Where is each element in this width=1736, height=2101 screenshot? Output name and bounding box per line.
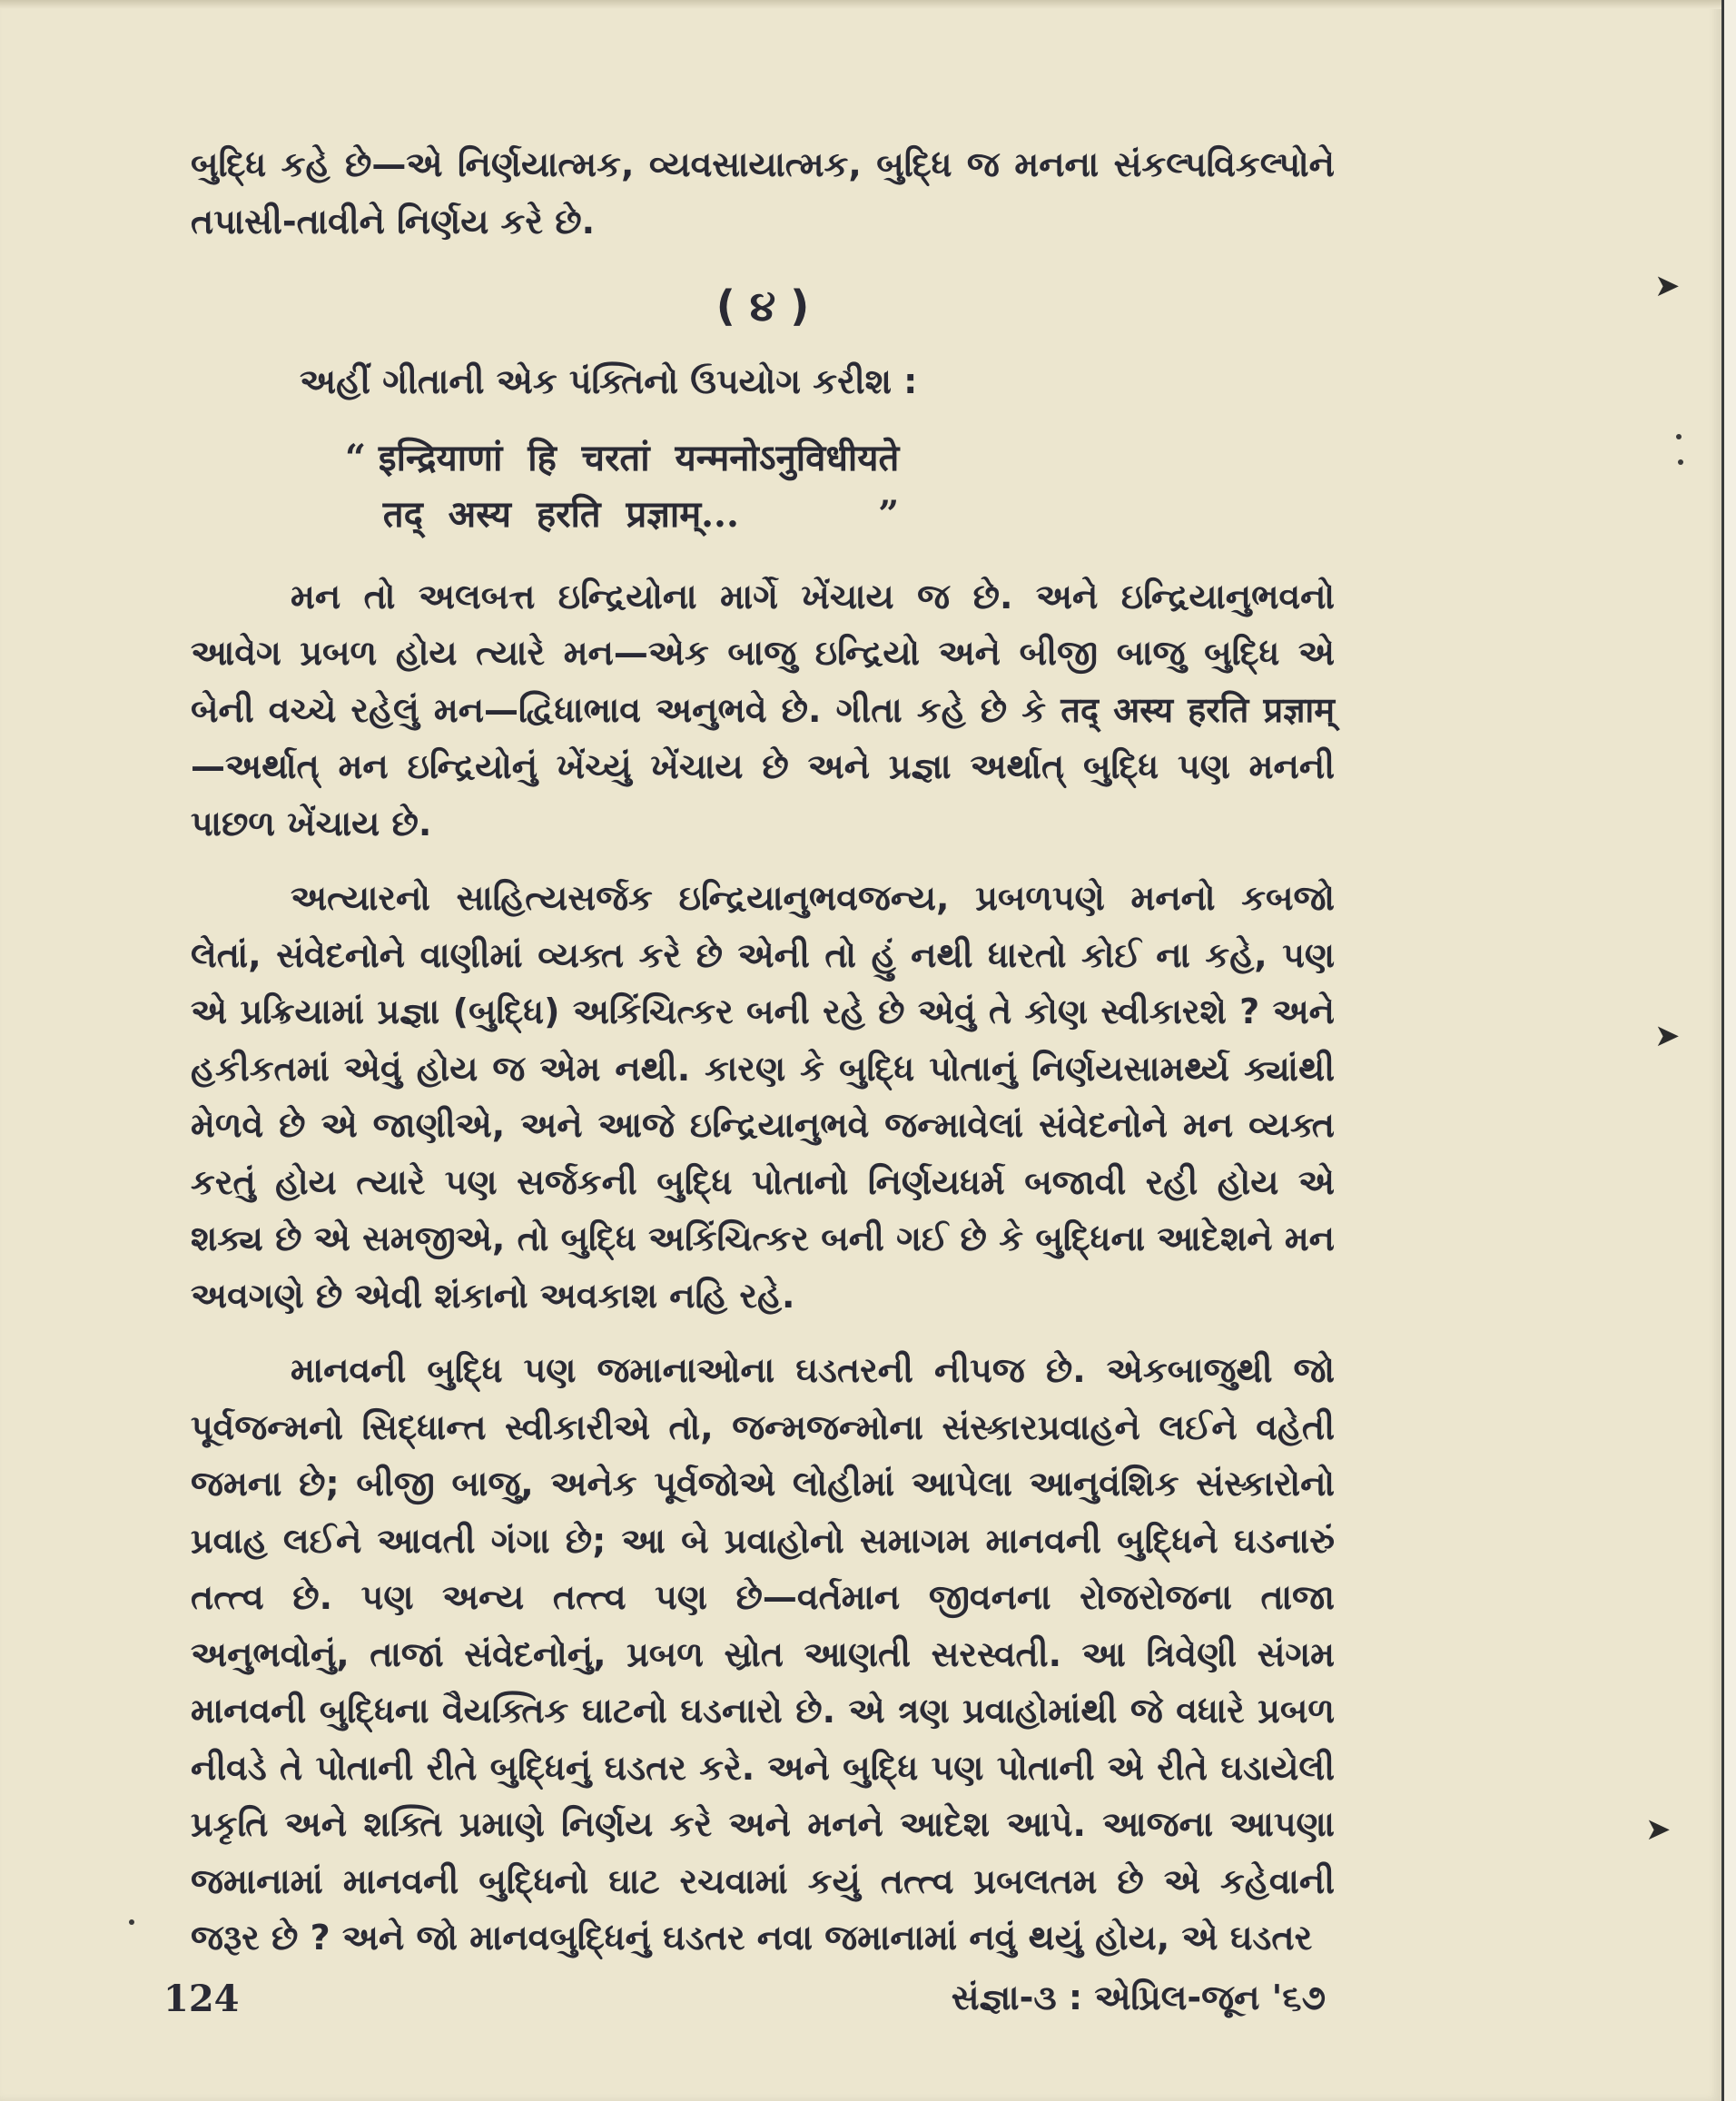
page-number: 124 (163, 1978, 240, 2020)
page-footer (163, 1978, 1326, 2020)
margin-speck (1678, 459, 1683, 465)
section-number: ( ૪ ) (715, 281, 810, 330)
quote-line-2: तद् अस्य हरति प्रज्ञाम्... ” (345, 492, 900, 536)
margin-speck (129, 1919, 134, 1925)
margin-mark: ➤ (1645, 1811, 1672, 1848)
paragraph: માનવની બુદ્ધિ પણ જમાનાઓના ઘડતરની નીપજ છે. એકબાજુથી જો પૂર્વજન્મનો સિદ્ધાન્ત સ્વીકારીએ તો, જન્મજન્મોના સંસ્કારપ્રવાહને લઈને વહેતી જમના છે; બીજી બાજુ, અનેક પૂર્વજોએ લોહીમાં આપેલા આનુવંશિક સંસ્કારોનો પ્રવાહ લઈને આવતી ગંગા છે; આ બે પ્રવાહોનો સમાગમ માનવની બુદ્ધિને ઘડનારું તત્ત્વ છે. પણ અન્ય તત્ત્વ પણ છે—વર્તમાન જીવનના રોજરોજના તાજા અનુભવોનું, તાજાં સંવેદનોનું, પ્રબળ સ્રોત આણતી સરસ્વતી. આ ત્રિવેણી સંગમ માનવની બુદ્ધિના વૈયક્તિક ઘાટનો ઘડનારો છે. એ ત્રણ પ્રવાહોમાંથી જે વધારે પ્રબળ નીવડે તે પોતાની રીતે બુદ્ધિનું ઘડતર કરે. અને બુદ્ધિ પણ પોતાની એ રીતે ઘડાયેલી પ્રકૃતિ અને શક્તિ પ્રમાણે નિર્ણય કરે અને મનને આદેશ આપે. આજના આપણા જમાનામાં માનવની બુદ્ધિનો ઘાટ રચવામાં કયું તત્ત્વ પ્રબલતમ છે એ કહેવાની જરૂર છે ? અને જો માનવબુદ્ધિનું ઘડતર નવા જમાનામાં નવું થયું હોય, એ ઘડતર (191, 1350, 1335, 1958)
quote-intro: અહીં ગીતાની એક પંક્તિનો ઉપયોગ કરીશ : (300, 361, 918, 401)
margin-mark: ➤ (1654, 1018, 1681, 1054)
intro-paragraph: બુદ્ધિ કહે છે—એ નિર્ણયાત્મક, વ્યવસાયાત્મક, બુદ્ધિ જ મનના સંકલ્પવિકલ્પોને તપાસી-તાવીને નિર્ણય કરે છે. (191, 144, 1335, 242)
page-body (191, 136, 1335, 1967)
margin-speck (1676, 434, 1682, 439)
margin-mark: ➤ (1654, 268, 1681, 304)
quote-line-1: “ इन्द्रियाणां हि चरतां यन्मनोऽनुविधीयते (345, 436, 900, 479)
paragraph: મન તો અલબત્ત ઇન્દ્રિયોના માર્ગે ખેંચાય જ છે. અને ઇન્દ્રિયાનુભવનો આવેગ પ્રબળ હોય ત્યારે મન—એક બાજુ ઇન્દ્રિયો અને બીજી બાજુ બુદ્ધિ એ બેની વચ્ચે રહેલું મન—દ્વિધાભાવ અનુભવે છે. ગીતા કહે છે કે तद् अस्य हरति प्रज्ञाम्—અર્થાત્ મન ઇન્દ્રિયોનું ખેંચ્યું ખેંચાય છે અને પ્રજ્ઞા અર્થાત્ બુદ્ધિ પણ મનની પાછળ ખેંચાય છે. (191, 576, 1335, 843)
sanskrit-quote (345, 430, 1335, 543)
page-right-edge (1721, 0, 1736, 2101)
page-top-edge (0, 0, 1721, 9)
paragraph: અત્યારનો સાહિત્યસર્જક ઇન્દ્રિયાનુભવજન્ય, પ્રબળપણે મનનો કબજો લેતાં, સંવેદનોને વાણીમાં વ્યક્ત કરે છે એની તો હું નથી ધારતો કોઈ ના કહે, પણ એ પ્રક્રિયામાં પ્રજ્ઞા (બુદ્ધિ) અકિંચિત્કર બની રહે છે એવું તે કોણ સ્વીકારશે ? અને હકીકતમાં એવું હોય જ એમ નથી. કારણ કે બુદ્ધિ પોતાનું નિર્ણયસામર્થ્ય ક્યાંથી મેળવે છે એ જાણીએ, અને આજે ઇન્દ્રિયાનુભવે જન્માવેલાં સંવેદનોને મન વ્યક્ત કરતું હોય ત્યારે પણ સર્જકની બુદ્ધિ પોતાનો નિર્ણયધર્મ બજાવી રહી હોય એ શક્ય છે એ સમજીએ, તો બુદ્ધિ અકિંચિત્કર બની ગઈ છે કે બુદ્ધિના આદેશને મન અવગણે છે એવી શંકાનો અવકાશ નહિ રહે. (191, 878, 1335, 1316)
journal-issue: સંજ્ઞા-૩ : એપ્રિલ-જૂન '૬૭ (951, 1978, 1326, 2017)
